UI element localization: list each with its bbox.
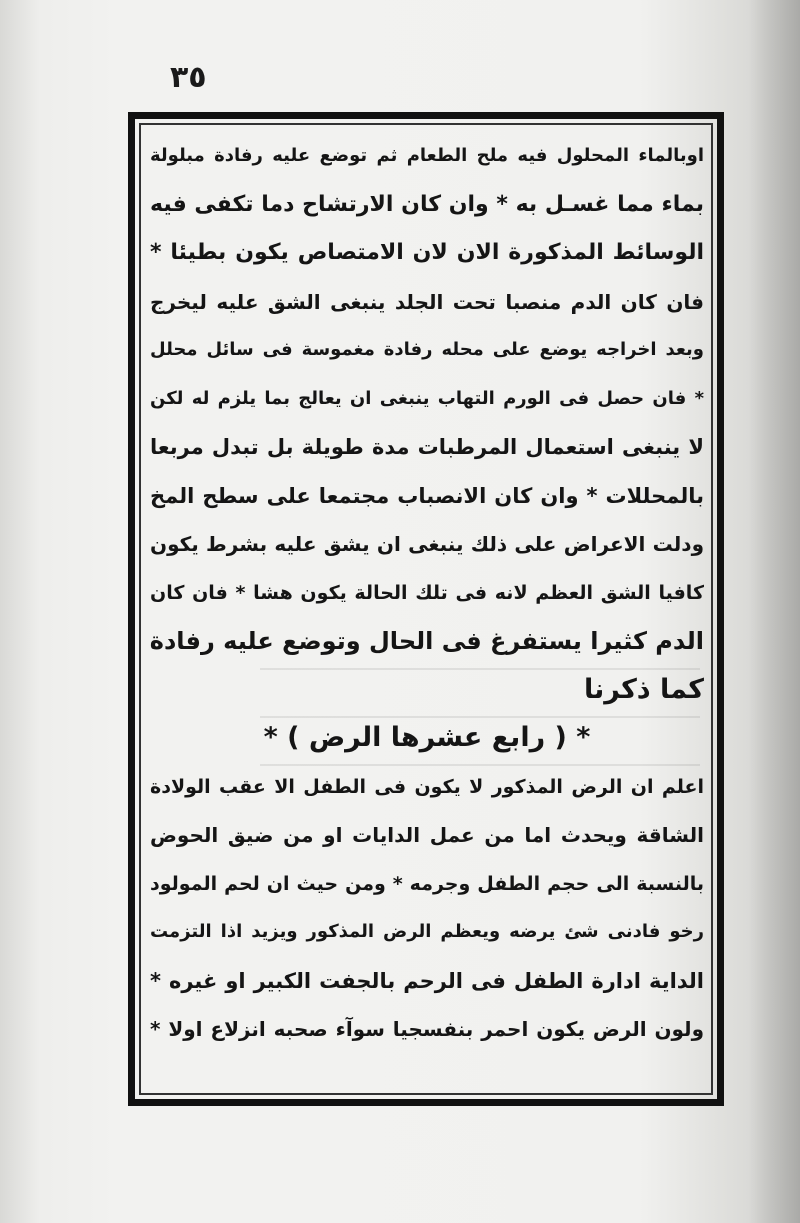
text-line: بالمحللات * وان كان الانصباب مجتمعا على سطح المخ (150, 483, 704, 508)
text-line: اوبالماء المحلول فيه ملح الطعام ثم توضع عليه رفادة مبلولة (150, 145, 704, 166)
text-line: رخو فادنى شئ يرضه ويعظم الرض المذكور ويزيد اذا التزمت (150, 921, 704, 942)
text-line: كافيا الشق العظم لانه فى تلك الحالة يكون هشا * فان كان (150, 581, 704, 604)
text-line: وبعد اخراجه يوضع على محله رفادة مغموسة فى سائل محلل (150, 339, 704, 360)
section-heading: * ( رابع عشرها الرض ) * (263, 722, 591, 753)
text-line: بالنسبة الى حجم الطفل وجرمه * ومن حيث ان لحم المولود (150, 872, 704, 895)
text-line: اعلم ان الرض المذكور لا يكون فى الطفل الا عقب الولادة (150, 775, 704, 798)
text-line: ولون الرض يكون احمر بنفسجيا سوآء صحبه انزلاع اولا * (150, 1017, 704, 1041)
book-gutter (748, 0, 800, 1223)
text-line: الوسائط المذكورة الان لان الامتصاص يكون بطيئا * (150, 240, 704, 265)
text-line: ودلت الاعراض على ذلك ينبغى ان يشق عليه بشرط يكون (150, 532, 704, 556)
body-text (150, 132, 704, 1092)
page-number: ٣٥ (170, 60, 207, 95)
text-line: الدم كثيرا يستفرغ فى الحال وتوضع عليه رفادة (150, 627, 704, 655)
text-line: لا ينبغى استعمال المرطبات مدة طويلة بل تبدل مربعا (150, 435, 704, 459)
text-line: الداية ادارة الطفل فى الرحم بالجفت الكبير او غيره * (150, 968, 704, 993)
text-line: كما ذكرنا (584, 673, 704, 705)
text-line: بماء مما غسـل به * وان كان الارتشاح دما تكفى فيه (150, 191, 704, 217)
text-line: الشاقة ويحدث اما من عمل الدايات او من ضيق الحوض (150, 823, 704, 847)
text-line: * فان حصل فى الورم التهاب ينبغى ان يعالج بما يلزم له لكن (150, 387, 704, 409)
text-line: فان كان الدم منصبا تحت الجلد ينبغى الشق عليه ليخرج (150, 289, 704, 314)
